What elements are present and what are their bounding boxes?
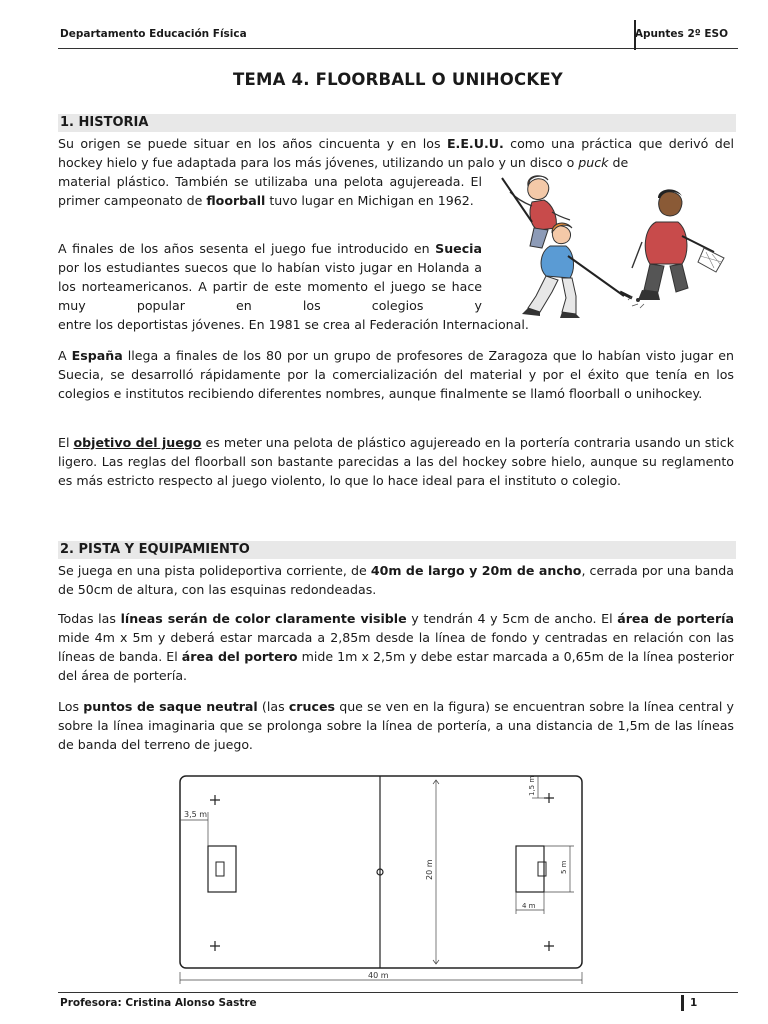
department-label: Departamento Educación Física [60, 28, 247, 40]
page-number: 1 [690, 997, 698, 1009]
section-heading-pista: 2. PISTA Y EQUIPAMIENTO [58, 541, 736, 559]
left-goalkeeper-area [216, 862, 224, 876]
page-footer [58, 992, 738, 1017]
field-diagram [160, 768, 600, 990]
left-goal-area [208, 846, 236, 892]
footer-divider [681, 995, 684, 1011]
historia-paragraph-4: El objetivo del juego es meter una pelota de plástico agujereado en la portería contraria usando un stick ligero. Las reglas del floorball son bastante parecidas a las del hockey sobre hielo, aunque su reglamento es más estricto respecto al juego violento, lo que lo hace ideal para el instituto o colegio. [58, 435, 735, 488]
pista-paragraph-3: Los puntos de saque neutral (las cruces que se ven en la figura) se encuentran sobre la línea central y sobre la línea imaginaria que se prolonga sobre la línea de portería, a una distancia de 1,5m de las líneas de banda del terreno de juego. [58, 699, 735, 752]
right-goal-area [516, 846, 544, 892]
historia-paragraph-1: Su origen se puede situar en los años cincuenta y en los E.E.U.U. como una práctica que derivó del hockey hielo y fue adaptada para los más jóvenes, utilizando un palo y un disco o puck de [58, 136, 734, 170]
section-heading-historia: 1. HISTORIA [58, 114, 736, 132]
historia-paragraph-2: A finales de los años sesenta el juego fue introducido en Suecia por los estudiantes suecos que lo habían visto jugar en Holanda a los norteamericanos. A partir de este momento el juego se hace muy popular en los colegios y [58, 241, 482, 313]
course-label: Apuntes 2º ESO [634, 28, 728, 40]
page-title: TEMA 4. FLOORBALL O UNIHOCKEY [233, 70, 563, 89]
label-length: 40 m [368, 971, 389, 980]
historia-paragraph-1-cont: material plástico. También se utilizaba una pelota agujereada. El primer campeonato de floorball tuvo lugar en Michigan en 1962. [58, 174, 482, 208]
dimension-area-height [544, 846, 574, 892]
label-width: 20 m [425, 859, 434, 880]
historia-paragraph-3: A España llega a finales de los 80 por un grupo de profesores de Zaragoza que lo habían visto jugar en Suecia, se desarrolló rápidamente por la comercialización del material y por el éxito que tenía en los colegios e institutos recibiendo diferentes nombres, aunque finalmente se llamó floorball o unihockey. [58, 348, 734, 401]
label-left-distance: 3,5 m [184, 810, 208, 819]
players-illustration [492, 172, 732, 320]
label-top-distance: 1,5 m [528, 775, 536, 796]
field-boundary [180, 776, 582, 968]
pista-paragraph-1: Se juega en una pista polideportiva corriente, de 40m de largo y 20m de ancho, cerrada por una banda de 50cm de altura, con las esquinas redondeadas. [58, 563, 734, 597]
label-area-height: 5 m [560, 860, 568, 874]
player-goalkeeper-figure [632, 189, 724, 300]
teacher-label: Profesora: Cristina Alonso Sastre [60, 997, 257, 1009]
label-area-width: 4 m [522, 902, 536, 910]
page-header [58, 20, 738, 49]
historia-paragraph-2-cont: entre los deportistas jóvenes. En 1981 se crea al Federación Internacional. [58, 317, 529, 332]
pista-paragraph-2: Todas las líneas serán de color claramente visible y tendrán 4 y 5cm de ancho. El área de portería mide 4m x 5m y deberá estar marcada a 2,85m desde la línea de fondo y centradas en relación con las líneas de banda. El área del portero mide 1m x 2,5m y debe estar marcada a 0,65m de la línea posterior del área de portería. [58, 611, 734, 683]
right-goalkeeper-area [538, 862, 546, 876]
faceoff-crosses [210, 793, 554, 951]
